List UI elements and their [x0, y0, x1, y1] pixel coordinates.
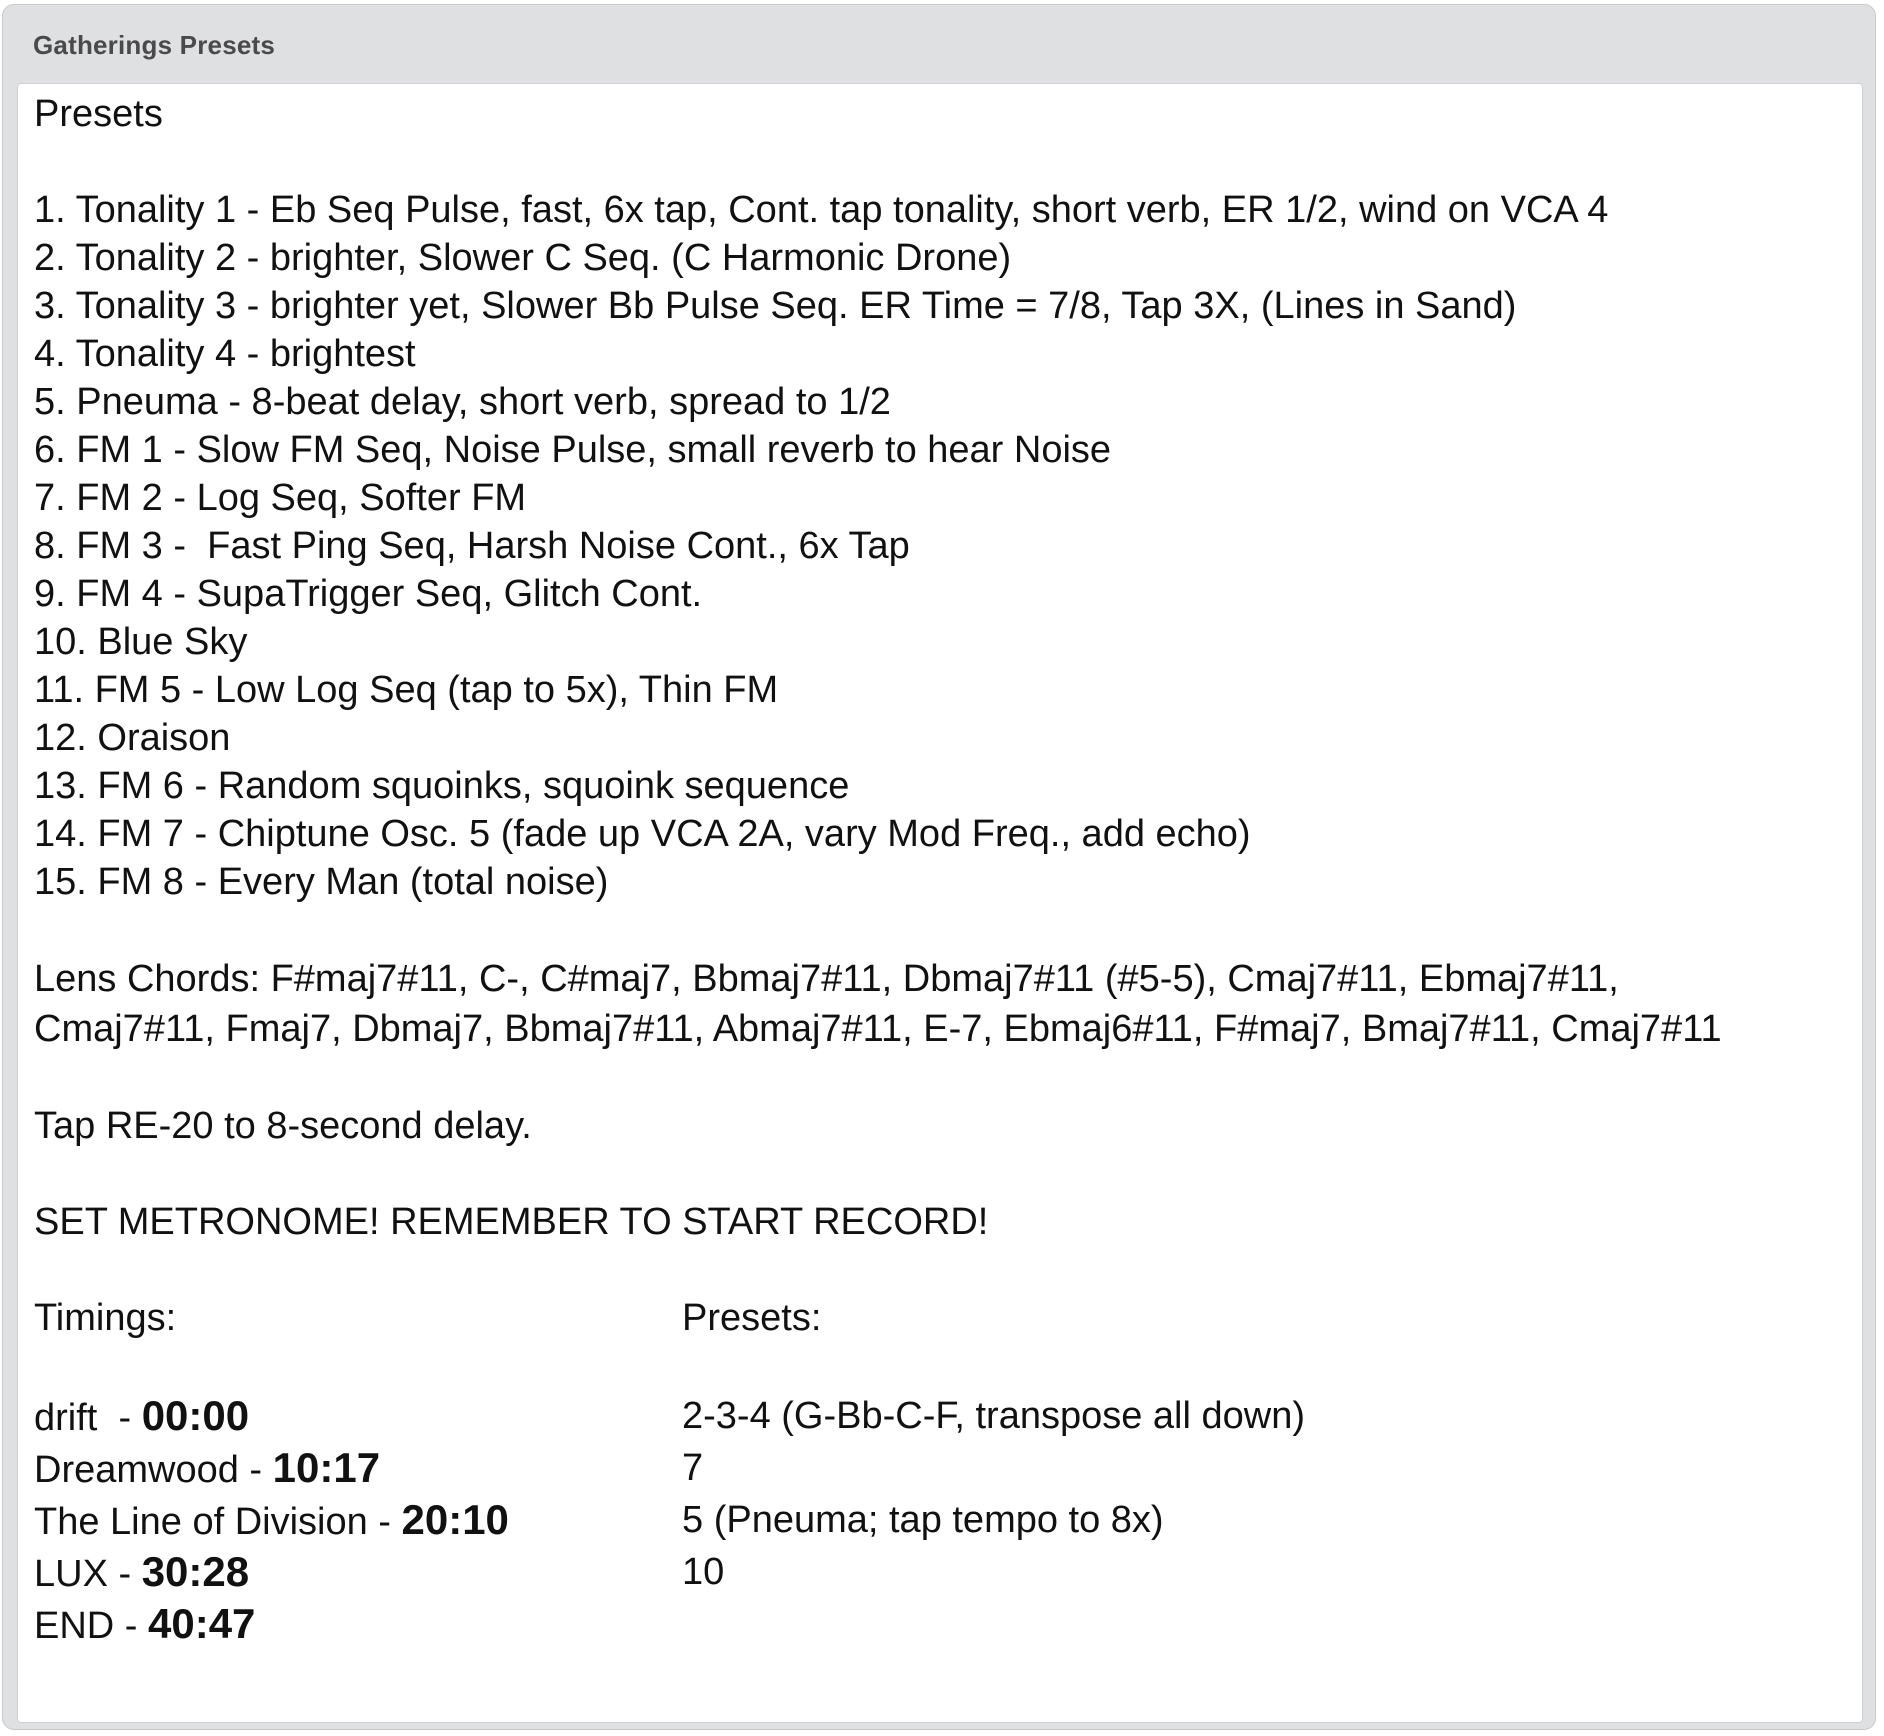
- lens-chords-line-2: Cmaj7#11, Fmaj7, Dbmaj7, Bbmaj7#11, Abmaj7#11, E-7, Ebmaj6#11, F#maj7, Bmaj7#11, Cmaj7#11: [34, 1008, 1722, 1050]
- timing-time: 30:28: [141, 1548, 250, 1595]
- preset-item: 12. Oraison: [34, 717, 231, 759]
- timings-table: [34, 1390, 1846, 1650]
- timing-time: 20:10: [401, 1496, 509, 1543]
- tap-note: Tap RE-20 to 8-second delay.: [34, 1105, 532, 1147]
- timing-name: drift -: [34, 1397, 142, 1439]
- preset-item: 10. Blue Sky: [34, 621, 248, 663]
- blank-line: [34, 1054, 1846, 1102]
- window-title: Gatherings Presets: [33, 30, 276, 60]
- column-headings: [34, 1294, 1846, 1342]
- blank-line: [34, 1342, 1846, 1390]
- lens-chords-line-1: Lens Chords: F#maj7#11, C-, C#maj7, Bbmaj7#11, Dbmaj7#11 (#5-5), Cmaj7#11, Ebmaj7#11,: [34, 958, 1619, 1000]
- timing-row: [34, 1494, 1846, 1546]
- title-bar[interactable]: [3, 5, 1875, 83]
- timing-preset: 2-3-4 (G-Bb-C-F, transpose all down): [682, 1395, 1305, 1437]
- timings-heading: Timings:: [34, 1297, 177, 1339]
- preset-item: 15. FM 8 - Every Man (total noise): [34, 861, 609, 903]
- timing-preset: 7: [682, 1447, 704, 1489]
- preset-item: 13. FM 6 - Random squoinks, squoink sequence: [34, 765, 850, 807]
- timing-name: The Line of Division -: [34, 1501, 402, 1543]
- timing-preset: 10: [682, 1551, 725, 1593]
- timing-row: [34, 1546, 1846, 1598]
- timing-time: 40:47: [148, 1600, 256, 1647]
- blank-line: [34, 906, 1846, 954]
- preset-item: 11. FM 5 - Low Log Seq (tap to 5x), Thin FM: [34, 669, 779, 711]
- timing-name: END -: [34, 1605, 148, 1647]
- timing-time: 10:17: [272, 1444, 381, 1491]
- preset-item: 4. Tonality 4 - brightest: [34, 333, 416, 375]
- timing-row: [34, 1390, 1846, 1442]
- lens-chords: [34, 954, 1846, 1054]
- timing-name: LUX -: [34, 1553, 142, 1595]
- preset-item: 2. Tonality 2 - brighter, Slower C Seq. (C Harmonic Drone): [34, 237, 1012, 279]
- text-editor-area[interactable]: [17, 83, 1863, 1723]
- preset-item: 7. FM 2 - Log Seq, Softer FM: [34, 477, 527, 519]
- preset-item: 3. Tonality 3 - brighter yet, Slower Bb Pulse Seq. ER Time = 7/8, Tap 3X, (Lines in Sand): [34, 285, 1517, 327]
- timing-row: [34, 1442, 1846, 1494]
- timing-row: [34, 1598, 1846, 1650]
- preset-item: 1. Tonality 1 - Eb Seq Pulse, fast, 6x tap, Cont. tap tonality, short verb, ER 1/2, wind on VCA 4: [34, 189, 1609, 231]
- timing-name: Dreamwood -: [34, 1449, 273, 1491]
- preset-item: 9. FM 4 - SupaTrigger Seq, Glitch Cont.: [34, 573, 703, 615]
- document-heading: Presets: [34, 93, 163, 135]
- document-body[interactable]: [34, 90, 1846, 1650]
- blank-line: [34, 1246, 1846, 1294]
- blank-line: [34, 1150, 1846, 1198]
- preset-item: 8. FM 3 - Fast Ping Seq, Harsh Noise Cont., 6x Tap: [34, 525, 910, 567]
- presets-heading: Presets:: [682, 1297, 822, 1339]
- timing-preset: 5 (Pneuma; tap tempo to 8x): [682, 1499, 1164, 1541]
- reminder-text: SET METRONOME! REMEMBER TO START RECORD!: [34, 1201, 989, 1243]
- preset-item: 6. FM 1 - Slow FM Seq, Noise Pulse, small reverb to hear Noise: [34, 429, 1112, 471]
- preset-list: [34, 186, 1846, 906]
- blank-line: [34, 138, 1846, 186]
- preset-item: 14. FM 7 - Chiptune Osc. 5 (fade up VCA 2A, vary Mod Freq., add echo): [34, 813, 1251, 855]
- preset-item: 5. Pneuma - 8-beat delay, short verb, spread to 1/2: [34, 381, 891, 423]
- notes-window: [2, 4, 1876, 1730]
- timing-time: 00:00: [141, 1392, 250, 1439]
